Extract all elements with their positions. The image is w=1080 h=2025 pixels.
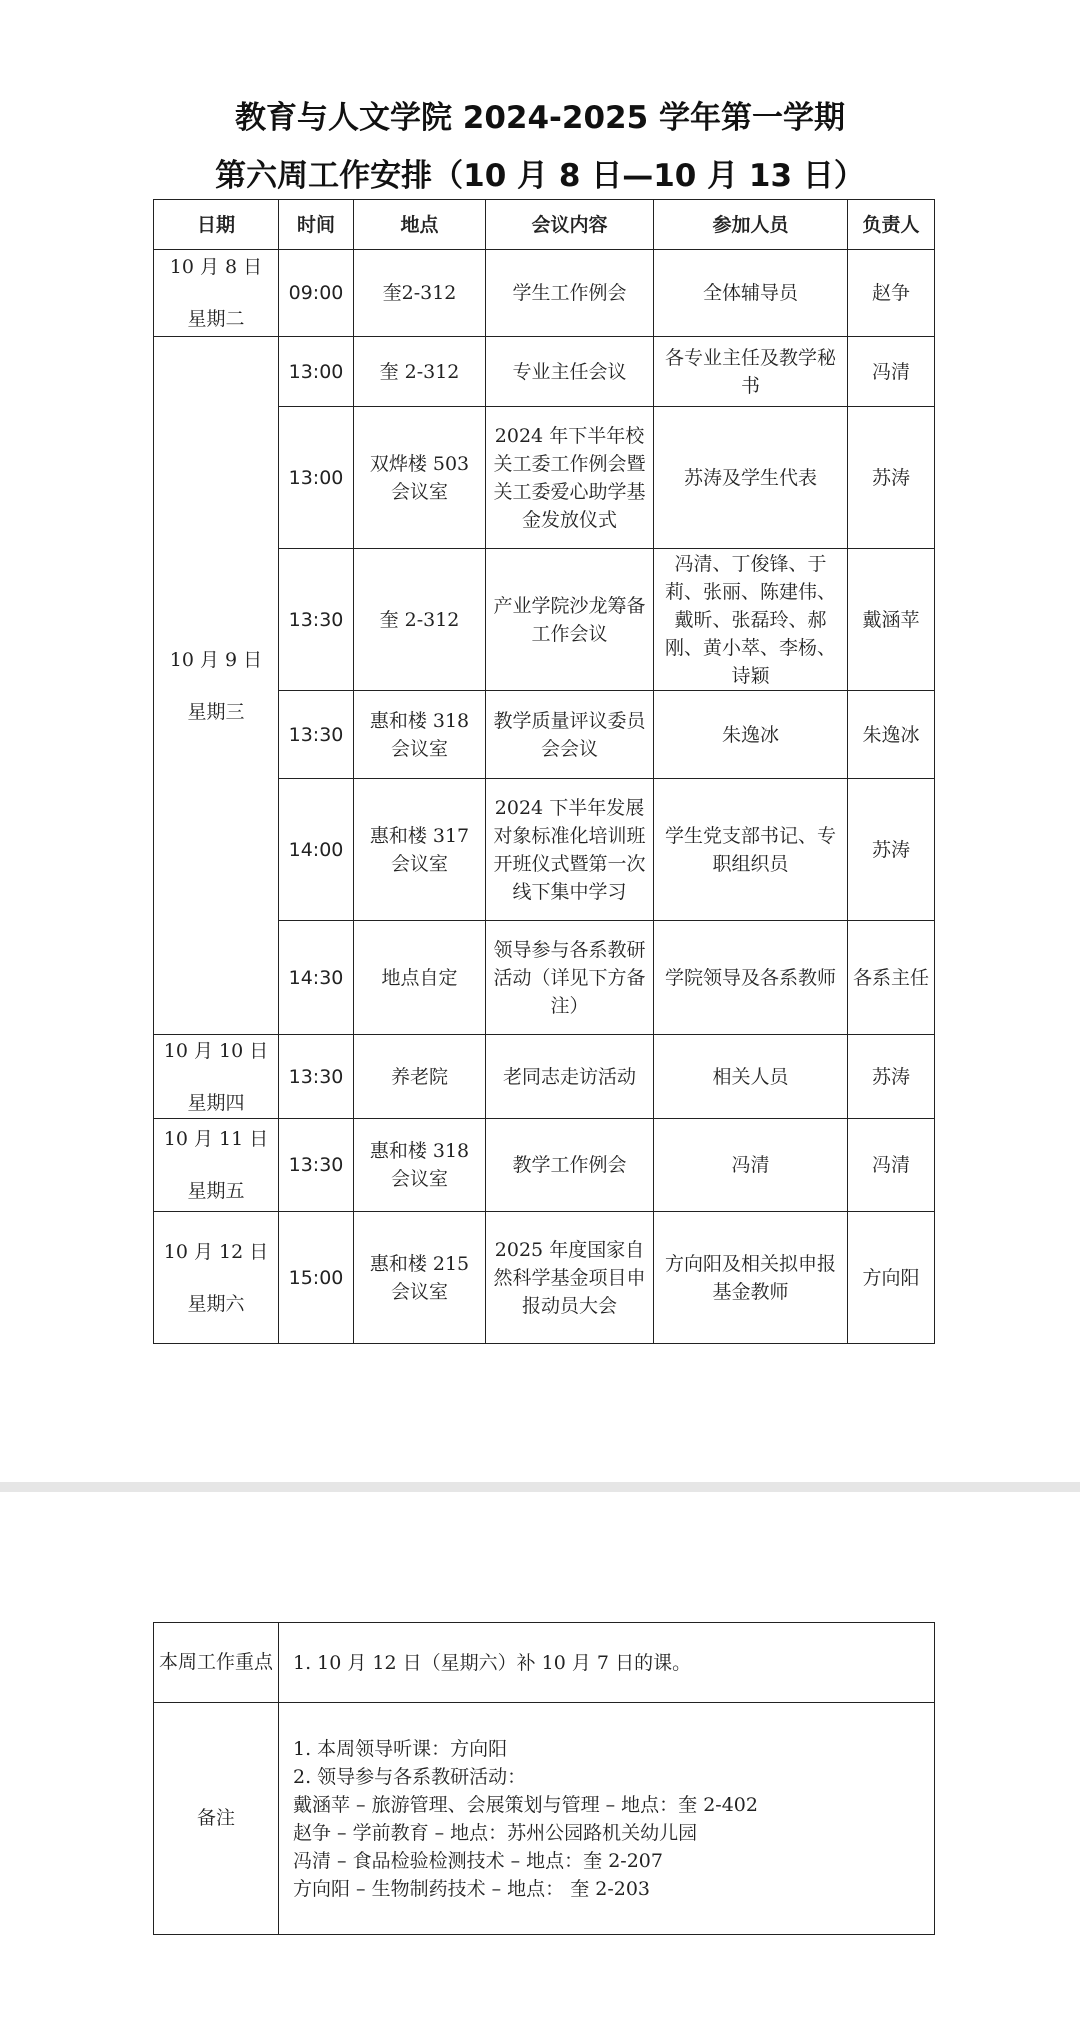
- participants-cell: 全体辅导员: [654, 250, 848, 337]
- remarks-line: 方向阳 – 生物制药技术 – 地点： 奎 2-203: [293, 1877, 651, 1900]
- owner-cell: 朱逸冰: [848, 691, 935, 779]
- content-cell: 产业学院沙龙筹备工作会议: [486, 549, 654, 691]
- date-text: 10 月 9 日: [169, 648, 263, 671]
- weekday-text: 星期二: [187, 308, 245, 330]
- time-cell: 13:00: [279, 407, 354, 549]
- page-separator: [0, 1482, 1080, 1492]
- participants-cell: 相关人员: [654, 1035, 848, 1119]
- column-header-location: 地点: [354, 200, 486, 250]
- focus-text: 1. 10 月 12 日（星期六）补 10 月 7 日的课。: [279, 1623, 935, 1703]
- remarks-line: 赵争 – 学前教育 – 地点：苏州公园路机关幼儿园: [293, 1821, 698, 1844]
- document-title-line-1: 教育与人文学院 2024-2025 学年第一学期: [234, 100, 845, 136]
- time-cell: 09:00: [279, 250, 354, 337]
- focus-label: 本周工作重点: [154, 1623, 279, 1703]
- date-cell: [154, 1212, 279, 1344]
- table-row: [154, 1212, 935, 1344]
- time-cell: 14:00: [279, 779, 354, 921]
- content-cell: 学生工作例会: [486, 250, 654, 337]
- date-text: 10 月 12 日: [163, 1240, 269, 1263]
- content-cell: 2024 下半年发展对象标准化培训班开班仪式暨第一次线下集中学习: [486, 779, 654, 921]
- owner-cell: 苏涛: [848, 407, 935, 549]
- remarks-line: 1. 本周领导听课：方向阳: [293, 1737, 508, 1760]
- table-header-row: [154, 200, 935, 250]
- time-cell: 14:30: [279, 921, 354, 1035]
- column-header-content: 会议内容: [486, 200, 654, 250]
- content-cell: 2024 年下半年校关工委工作例会暨关工委爱心助学基金发放仪式: [486, 407, 654, 549]
- time-cell: 13:30: [279, 1119, 354, 1212]
- content-cell: 老同志走访活动: [486, 1035, 654, 1119]
- schedule-table: [153, 199, 935, 1344]
- time-cell: 13:00: [279, 337, 354, 407]
- date-text: 10 月 10 日: [163, 1039, 269, 1062]
- remarks-row: [154, 1703, 935, 1935]
- table-row: [154, 1119, 935, 1212]
- owner-cell: 方向阳: [848, 1212, 935, 1344]
- notes-table: [153, 1622, 935, 1935]
- time-cell: 13:30: [279, 549, 354, 691]
- content-cell: 专业主任会议: [486, 337, 654, 407]
- column-header-date: 日期: [154, 200, 279, 250]
- participants-cell: 苏涛及学生代表: [654, 407, 848, 549]
- table-row: [154, 1035, 935, 1119]
- participants-cell: 冯清: [654, 1119, 848, 1212]
- location-cell: 惠和楼 318 会议室: [354, 1119, 486, 1212]
- content-cell: 教学质量评议委员会会议: [486, 691, 654, 779]
- owner-cell: 苏涛: [848, 1035, 935, 1119]
- location-cell: 惠和楼 318 会议室: [354, 691, 486, 779]
- weekday-text: 星期六: [187, 1292, 245, 1315]
- weekday-text: 星期三: [187, 700, 245, 723]
- location-cell: 奎 2-312: [354, 337, 486, 407]
- content-cell: 2025 年度国家自然科学基金项目申报动员大会: [486, 1212, 654, 1344]
- participants-cell: 各专业主任及教学秘书: [654, 337, 848, 407]
- owner-cell: 赵争: [848, 250, 935, 337]
- time-cell: 13:30: [279, 1035, 354, 1119]
- owner-cell: 戴涵苹: [848, 549, 935, 691]
- location-cell: 奎2-312: [354, 250, 486, 337]
- date-cell: [154, 1119, 279, 1212]
- weekday-text: 星期四: [187, 1091, 245, 1114]
- remarks-line: 戴涵苹 – 旅游管理、会展策划与管理 – 地点：奎 2-402: [293, 1793, 758, 1816]
- content-cell: 领导参与各系教研活动（详见下方备注）: [486, 921, 654, 1035]
- owner-cell: 各系主任: [848, 921, 935, 1035]
- participants-cell: 方向阳及相关拟申报基金教师: [654, 1212, 848, 1344]
- location-cell: 惠和楼 215 会议室: [354, 1212, 486, 1344]
- date-text: 10 月 11 日: [163, 1128, 269, 1150]
- location-cell: 惠和楼 317 会议室: [354, 779, 486, 921]
- participants-cell: 学院领导及各系教师: [654, 921, 848, 1035]
- content-cell: 教学工作例会: [486, 1119, 654, 1212]
- participants-cell: 朱逸冰: [654, 691, 848, 779]
- remarks-line: 冯清 – 食品检验检测技术 – 地点：奎 2-207: [293, 1849, 663, 1872]
- date-cell: [154, 337, 279, 1035]
- owner-cell: 苏涛: [848, 779, 935, 921]
- remarks-label: 备注: [154, 1703, 279, 1935]
- table-row: [154, 250, 935, 337]
- column-header-owner: 负责人: [848, 200, 935, 250]
- date-text: 10 月 8 日: [169, 256, 263, 278]
- location-cell: 奎 2-312: [354, 549, 486, 691]
- location-cell: 养老院: [354, 1035, 486, 1119]
- owner-cell: 冯清: [848, 1119, 935, 1212]
- owner-cell: 冯清: [848, 337, 935, 407]
- time-cell: 13:30: [279, 691, 354, 779]
- location-cell: 双烨楼 503 会议室: [354, 407, 486, 549]
- remarks-line: 2. 领导参与各系教研活动：: [293, 1765, 527, 1788]
- document-title-line-2: 第六周工作安排（10 月 8 日—10 月 13 日）: [215, 158, 865, 194]
- weekday-text: 星期五: [187, 1180, 245, 1202]
- column-header-time: 时间: [279, 200, 354, 250]
- date-cell: [154, 1035, 279, 1119]
- participants-cell: 学生党支部书记、专职组织员: [654, 779, 848, 921]
- focus-row: [154, 1623, 935, 1703]
- participants-cell: 冯清、丁俊锋、于莉、张丽、陈建伟、戴昕、张磊玲、郝刚、黄小萃、李杨、诗颖: [654, 549, 848, 691]
- column-header-participants: 参加人员: [654, 200, 848, 250]
- location-cell: 地点自定: [354, 921, 486, 1035]
- remarks-content: [279, 1703, 935, 1935]
- date-cell: [154, 250, 279, 337]
- time-cell: 15:00: [279, 1212, 354, 1344]
- table-row: [154, 337, 935, 407]
